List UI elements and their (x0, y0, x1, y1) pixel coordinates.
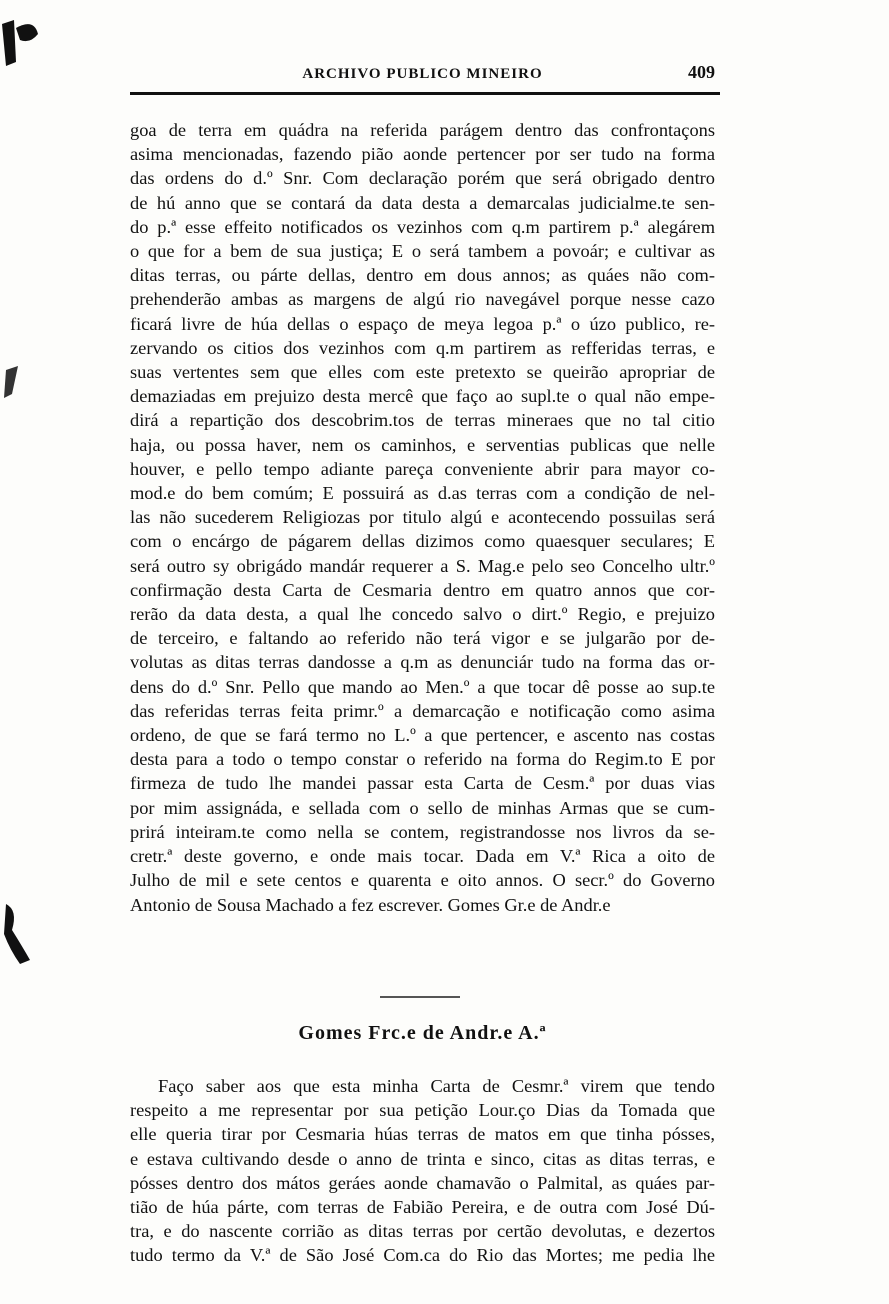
text-line: das referidas terras feita primr.º a demarcação e notificação como asima (130, 700, 715, 721)
text-line: demaziadas em prejuizo desta mercê que faço ao supl.te o qual não empe- (130, 386, 715, 407)
text-line: dens do d.º Snr. Pello que mando ao Men.º a que tocar dê posse ao sup.te (130, 676, 715, 697)
text-line: Julho de mil e sete centos e quarenta e oito annos. O secr.º do Governo (130, 870, 715, 891)
text-line: tudo termo da V.ª de São José Com.ca do Rio das Mortes; me pedia lhe (130, 1245, 715, 1266)
margin-mark-icon (0, 900, 36, 970)
text-line: volutas as ditas terras dandosse a q.m as denunciár tudo na forma das or- (130, 652, 715, 673)
text-line: do p.ª esse effeito notificados os vezinhos com q.m partirem p.ª alegárem (130, 216, 715, 237)
text-line: tra, e do nascente corrião as ditas terras por certão devolutas, e dezertos (130, 1221, 715, 1242)
text-line: ordeno, de que se fará termo no L.º a que pertencer, e ascento nas costas (130, 725, 715, 746)
text-line: e estava cultivando desde o anno de trinta e sinco, citas as ditas terras, e (130, 1148, 715, 1169)
text-line: das ordens do d.º Snr. Com declaração porém que será obrigado dentro (130, 168, 715, 189)
text-line: confirmação desta Carta de Cesmaria dentro em quatro annos que cor- (130, 579, 715, 600)
text-line: rerão da data desta, a qual lhe concedo salvo o dirt.º Regio, e prejuizo (130, 604, 715, 625)
paragraph-2 (130, 1074, 715, 1268)
text-line: mod.e do bem comúm; E possuirá as d.as terras com a condição de nel- (130, 483, 715, 504)
text-line: ditas terras, ou párte dellas, dentro em dous annos; as quáes não com- (130, 265, 715, 286)
page-header (130, 62, 715, 92)
text-line: prehenderão ambas as margens de algú rio navegável porque nesse cazo (130, 289, 715, 310)
text-line: por mim assignáda, e sellada com o sello de minhas Armas que se cum- (130, 797, 715, 818)
text-line: asima mencionadas, fazendo pião aonde pertencer por ser tudo na forma (130, 144, 715, 165)
text-line: com o encárgo de págarem dellas dizimos como quaesquer seculares; E (130, 531, 715, 552)
text-line: respeito a me representar por sua petição Lour.ço Dias da Tomada que (130, 1100, 715, 1121)
text-line: cretr.ª deste governo, e onde mais tocar. Dada em V.ª Rica a oito de (130, 846, 715, 867)
header-rule (130, 92, 720, 95)
text-line: las não sucederem Religiozas por titulo algú e acontecendo possuilas será (130, 507, 715, 528)
paragraph-1 (130, 118, 715, 917)
text-line: será outro sy obrigádo mandár requerer a S. Mag.e pelo seo Concelho ultr.º (130, 555, 715, 576)
text-line: firmeza de tudo lhe mandei passar esta Carta de Cesm.ª por duas vias (130, 773, 715, 794)
text-line: Faço saber aos que esta minha Carta de Cesmr.ª virem que tendo (158, 1076, 715, 1096)
text-line: suas vertentes sem que elles com este pretexto se queirão apropriar de (130, 362, 715, 383)
section-title: Gomes Frc.e de Andr.e A.ª (298, 1022, 547, 1044)
text-line: pósses dentro dos mátos geráes aonde chamavão o Palmital, as quáes par- (130, 1172, 715, 1193)
section-separator (380, 996, 460, 998)
text-line: o que for a bem de sua justiça; E o será tambem a povoár; e cultivar as (130, 241, 715, 262)
text-line: desta para a todo o tempo constar o referido na forma do Regim.to E por (130, 749, 715, 770)
text-line: de hú anno que se contará da data desta a demarcalas judicialme.te sen- (130, 192, 715, 213)
page-number: 409 (688, 62, 715, 82)
text-line: haja, ou possa haver, nem os caminhos, e serventias publicas que nelle (130, 434, 715, 455)
text-line: Antonio de Sousa Machado a fez escrever. Gomes Gr.e de Andr.e (130, 894, 611, 915)
text-line: prirá inteiram.te como nella se contem, registrandosse nos livros da se- (130, 821, 715, 842)
text-line: ficará livre de húa dellas o espaço de meya legoa p.ª o úzo publico, re- (130, 313, 715, 334)
text-line: de terceiro, e faltando ao referido não terá vigor e se julgarão por de- (130, 628, 715, 649)
text-line: goa de terra em quádra na referida parágem dentro das confrontaçons (130, 120, 715, 140)
binding-mark-icon (0, 10, 42, 70)
margin-speck-icon (0, 364, 30, 404)
text-line: houver, e pello tempo adiante pareça conveniente abrir para mayor co- (130, 458, 715, 479)
running-head: ARCHIVO PUBLICO MINEIRO (302, 66, 543, 82)
text-line: tião de húa párte, com terras de Fabião Pereira, e de outra com José Dú- (130, 1197, 715, 1218)
text-line: elle queria tirar por Cesmaria húas terras de matos em que tinha pósses, (130, 1124, 715, 1145)
text-line: zervando os citios dos vezinhos com q.m partirem as refferidas terras, e (130, 337, 715, 358)
text-line: dirá a repartição dos descobrim.tos de terras mineraes que no tal citio (130, 410, 715, 431)
